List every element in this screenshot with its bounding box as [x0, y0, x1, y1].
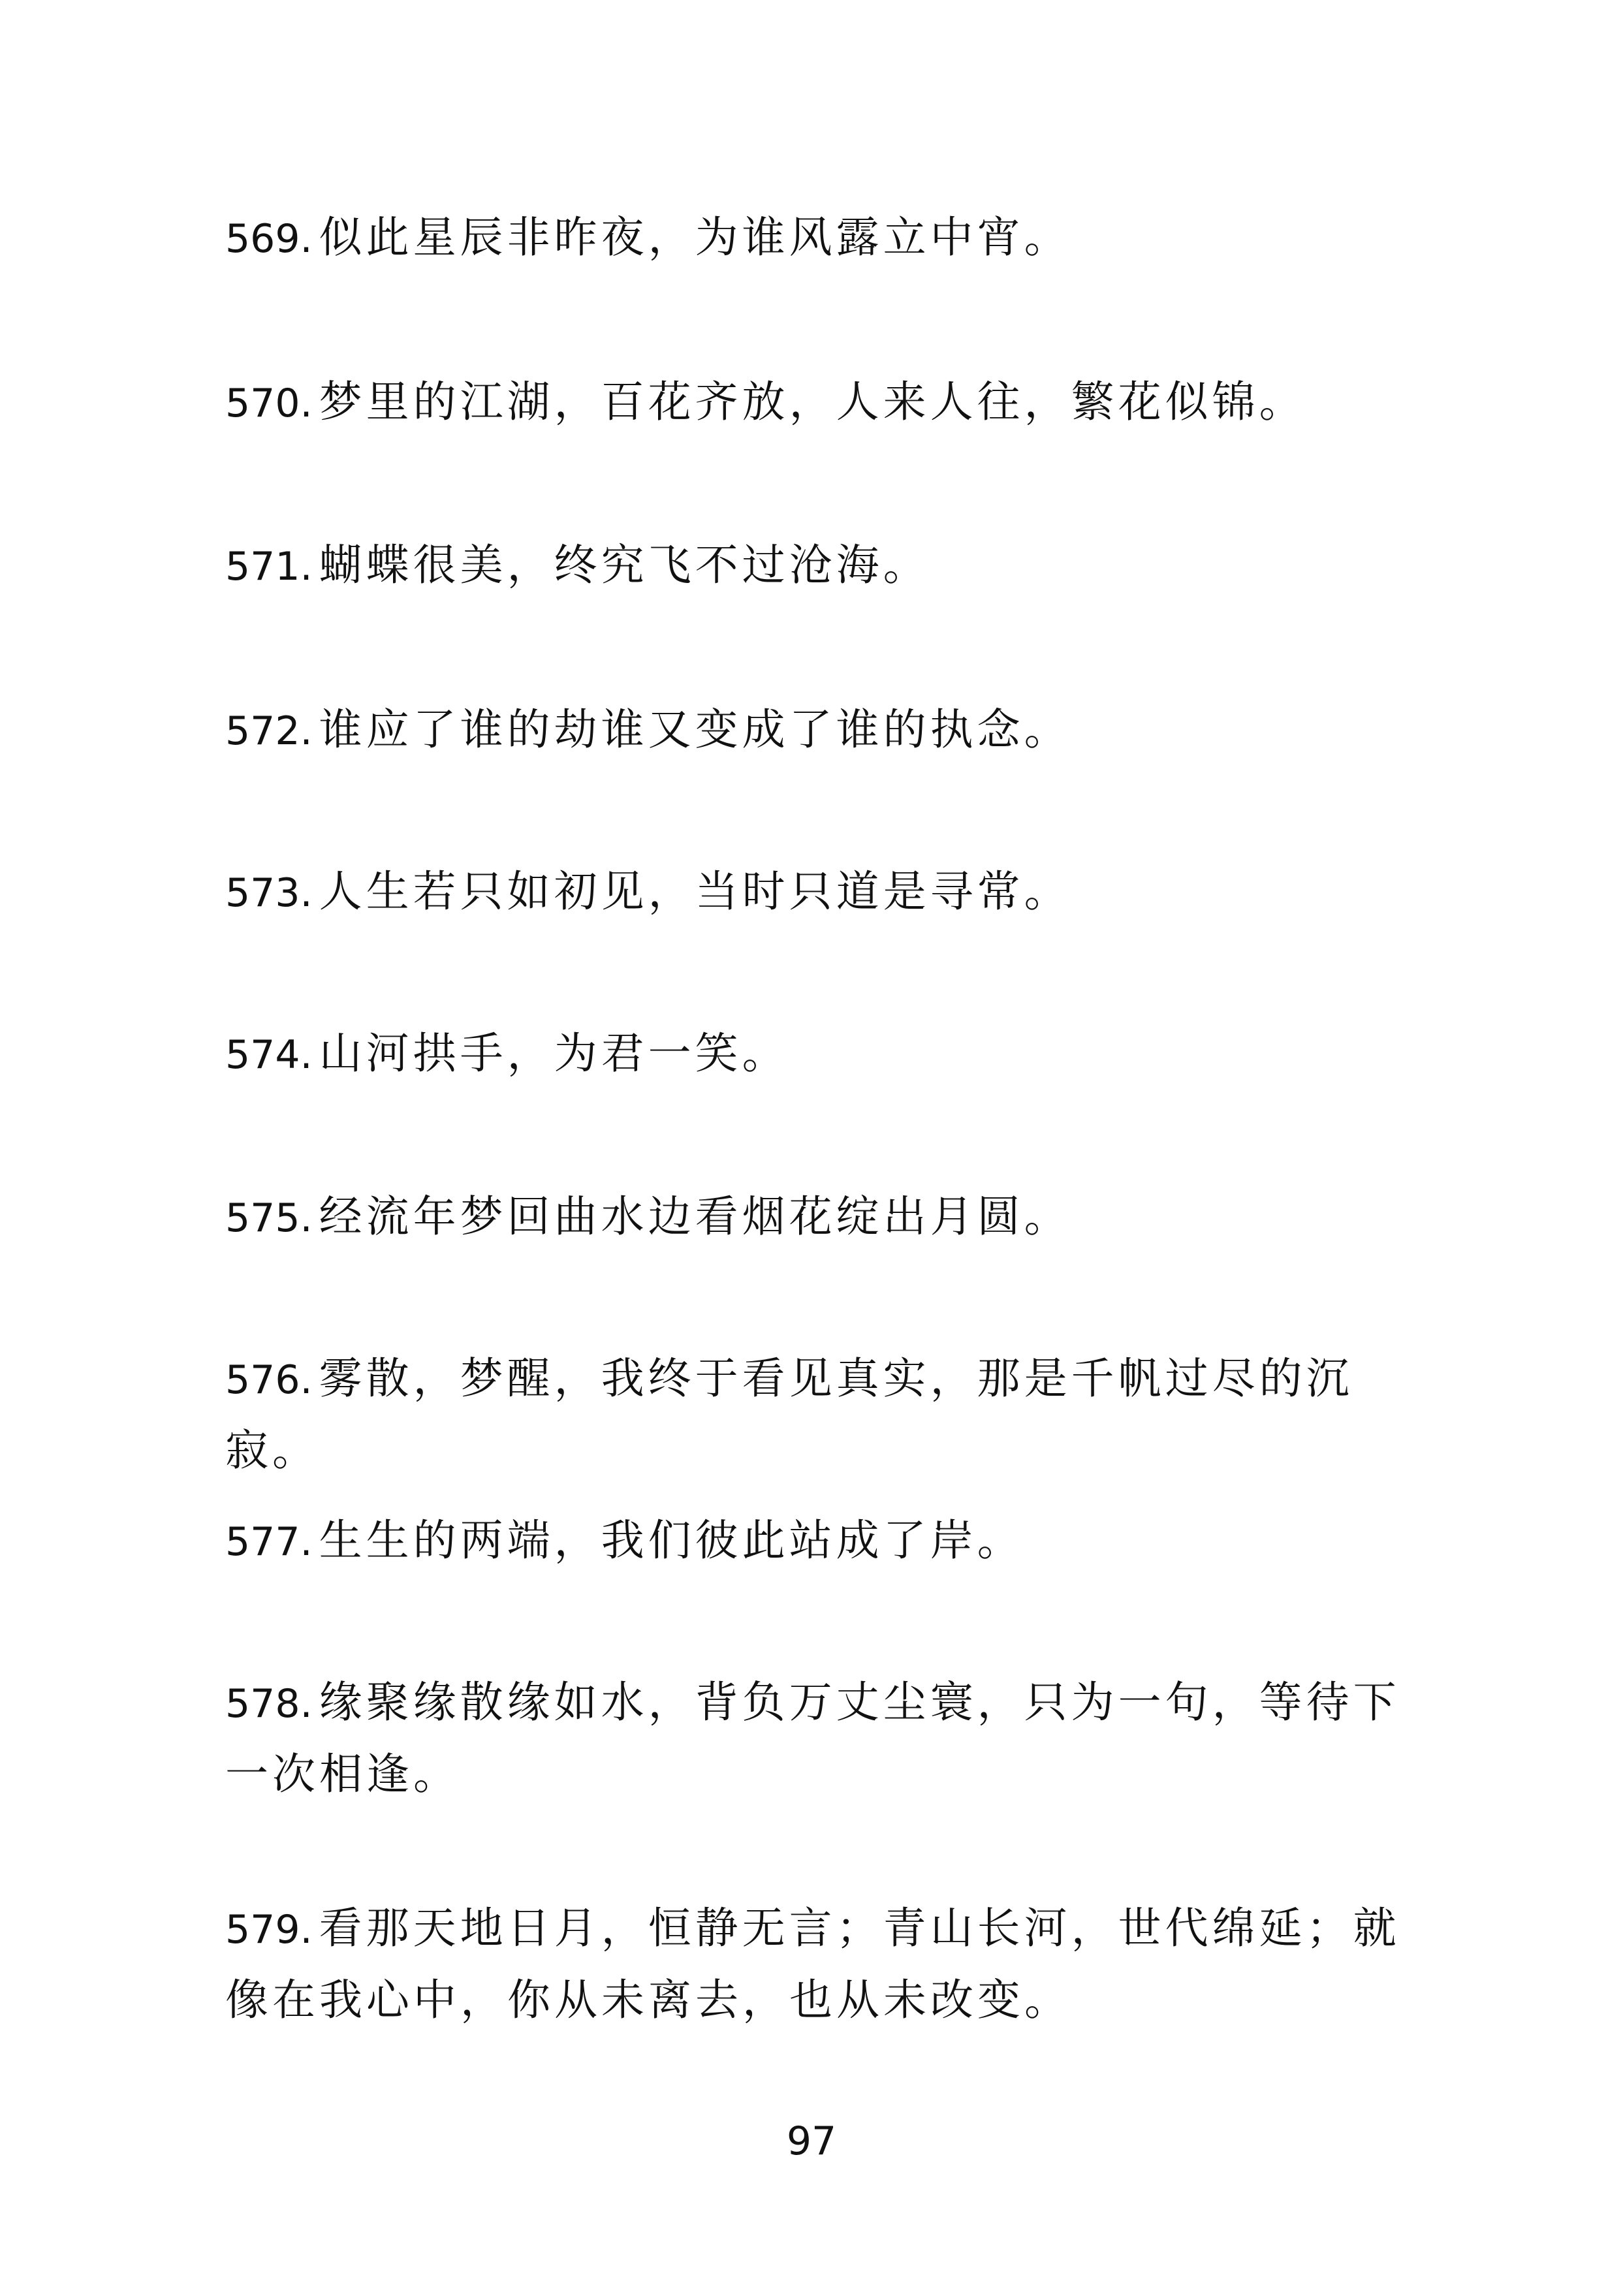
page-number: 97: [786, 2118, 837, 2164]
item-text: 山河拱手，为君一笑。: [319, 1028, 789, 1078]
list-item: [225, 1018, 1420, 1090]
item-number: 569.: [225, 216, 313, 262]
list-item: [225, 367, 1420, 439]
item-number: 570.: [225, 381, 313, 426]
item-text: 缘聚缘散缘如水，背负万丈尘寰，只为一句，等待下一次相逢。: [225, 1677, 1400, 1799]
item-number: 576.: [225, 1357, 313, 1403]
item-text: 看那天地日月，恒静无言；青山长河，世代绵延；就像在我心中，你从未离去，也从未改变。: [225, 1903, 1400, 2025]
item-number: 573.: [225, 870, 313, 916]
item-text: 谁应了谁的劫谁又变成了谁的执念。: [319, 704, 1071, 755]
list-item: [225, 695, 1420, 766]
list-item: [225, 1344, 1420, 1486]
item-number: 572.: [225, 708, 313, 754]
list-item: [225, 1667, 1420, 1810]
list-item: [225, 857, 1420, 928]
item-text: 梦里的江湖，百花齐放，人来人往，繁花似锦。: [319, 377, 1306, 427]
item-text: 雾散，梦醒，我终于看见真实，那是千帆过尽的沉寂。: [225, 1353, 1353, 1475]
item-number: 574.: [225, 1032, 313, 1078]
item-number: 578.: [225, 1681, 313, 1727]
item-number: 577.: [225, 1519, 313, 1565]
item-number: 571.: [225, 544, 313, 590]
list-item: [225, 1505, 1420, 1577]
list-item: [225, 1893, 1420, 2036]
item-text: 生生的两端，我们彼此站成了岸。: [319, 1515, 1024, 1565]
list-item: [225, 1182, 1420, 1253]
list-item: [225, 530, 1420, 602]
item-text: 蝴蝶很美，终究飞不过沧海。: [319, 540, 930, 590]
item-number: 575.: [225, 1195, 313, 1241]
item-text: 经流年梦回曲水边看烟花绽出月圆。: [319, 1191, 1071, 1242]
item-number: 579.: [225, 1907, 313, 1953]
item-text: 人生若只如初见，当时只道是寻常。: [319, 866, 1071, 917]
list-item: [225, 202, 1420, 274]
item-text: 似此星辰非昨夜，为谁风露立中宵。: [319, 212, 1071, 262]
